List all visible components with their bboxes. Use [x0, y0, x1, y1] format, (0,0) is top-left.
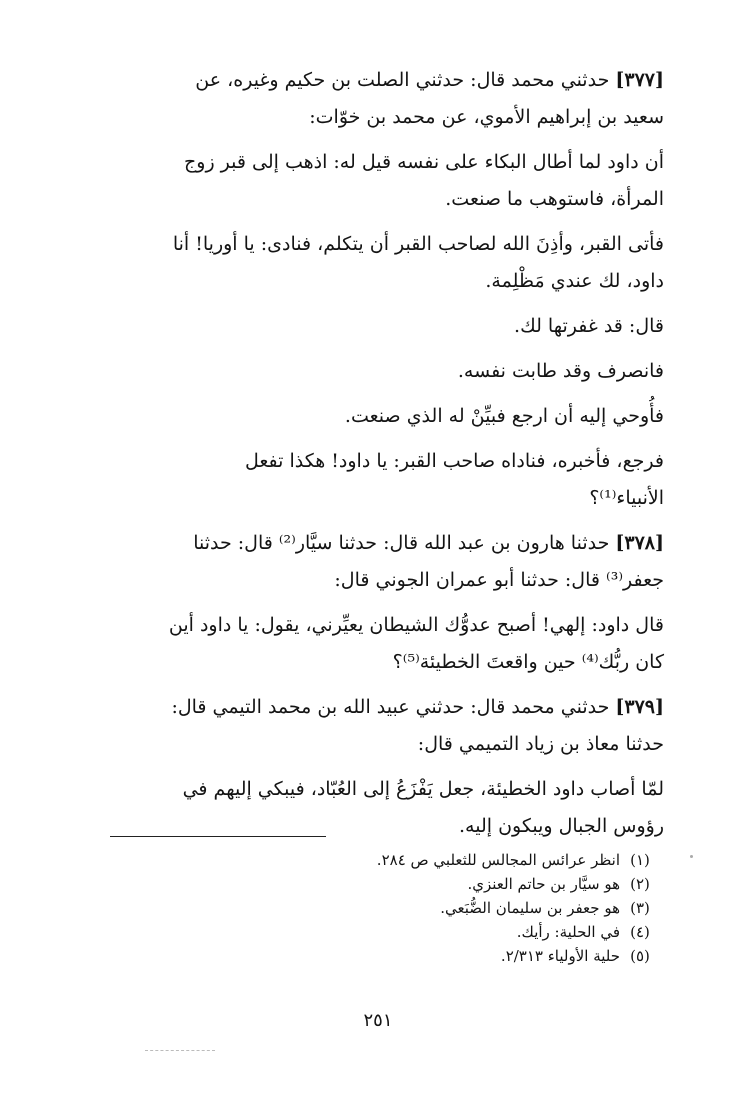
line-text: قال: قد غفرتها لك. — [514, 315, 664, 337]
text-line — [104, 62, 664, 99]
footnote-number: (٢) — [630, 875, 650, 893]
text-line — [104, 771, 664, 808]
footnotes — [180, 848, 660, 968]
footnote — [180, 944, 660, 968]
text-line — [104, 480, 664, 517]
text-line — [104, 607, 664, 644]
line-text: أن داود لما أطال البكاء على نفسه قيل له: اذهب إلى قبر زوج — [184, 151, 664, 173]
line-text: حدثنا معاذ بن زياد التميمي قال: — [417, 733, 664, 755]
paragraph — [104, 144, 664, 218]
line-text: حدثني محمد قال: حدثني الصلت بن حكيم وغيره، عن — [195, 69, 610, 91]
line-text: حدثني محمد قال: حدثني عبيد الله بن محمد التيمي قال: — [171, 696, 610, 718]
text-line — [104, 144, 664, 181]
text-line — [104, 263, 664, 300]
text-line — [104, 808, 664, 845]
footnote — [180, 872, 660, 896]
line-text: فأُوحي إليه أن ارجع فبيِّنْ له الذي صنعت. — [344, 405, 664, 427]
main-text — [104, 62, 664, 845]
footnote — [180, 920, 660, 944]
paragraph — [104, 353, 664, 390]
text-line — [104, 308, 664, 345]
text-line — [104, 525, 664, 562]
hadith-number: [٣٧٧] — [615, 69, 664, 91]
line-text: حدثنا هارون بن عبد الله قال: حدثنا سيَّار⁽²⁾ قال: حدثنا — [193, 532, 610, 554]
paragraph — [104, 308, 664, 345]
footnote-text: هو سيَّار بن حاتم العنزي. — [467, 875, 620, 893]
text-line — [104, 726, 664, 763]
footnote-number: (٥) — [630, 947, 650, 965]
page-number: ٢٥١ — [363, 1010, 393, 1031]
text-line — [104, 181, 664, 218]
text-line — [104, 644, 664, 681]
text-line — [104, 443, 664, 480]
line-text: رؤوس الجبال ويبكون إليه. — [459, 815, 664, 837]
paragraph — [104, 443, 664, 517]
footnote-number: (٤) — [630, 923, 650, 941]
paragraph — [104, 398, 664, 435]
hadith-number: [٣٧٩] — [615, 696, 664, 718]
footnote-text: انظر عرائس المجالس للثعلبي ص ٢٨٤. — [376, 851, 620, 869]
footnote-text: هو جعفر بن سليمان الضُّبَعي. — [440, 899, 620, 917]
text-line — [104, 226, 664, 263]
text-line — [104, 99, 664, 136]
line-text: داود، لك عندي مَظْلِمة. — [485, 270, 664, 292]
text-line — [104, 689, 664, 726]
paragraph — [104, 226, 664, 300]
paragraph — [104, 525, 664, 599]
footnote — [180, 896, 660, 920]
paragraph — [104, 607, 664, 681]
line-text: لمّا أصاب داود الخطيئة، جعل يَفْزَعُ إلى العُبّاد، فيبكي إليهم في — [182, 778, 664, 800]
line-text: سعيد بن إبراهيم الأموي، عن محمد بن خوّات: — [309, 106, 664, 128]
hadith-number: [٣٧٨] — [615, 532, 664, 554]
line-text: فأتى القبر، وأذِنَ الله لصاحب القبر أن يتكلم، فنادى: يا أوريا! أنا — [172, 233, 664, 255]
line-text: كان ربُّك⁽⁴⁾ حين واقعتَ الخطيئة⁽⁵⁾؟ — [392, 651, 664, 673]
line-text: الأنبياء⁽¹⁾؟ — [589, 487, 664, 509]
line-text: المرأة، فاستوهب ما صنعت. — [445, 188, 664, 210]
line-text: فانصرف وقد طابت نفسه. — [457, 360, 664, 382]
footnote-number: (١) — [630, 851, 650, 869]
scan-artifact-line — [145, 1050, 215, 1051]
footnote-text: في الحلية: رأيك. — [516, 923, 620, 941]
paragraph — [104, 62, 664, 136]
paragraph — [104, 689, 664, 763]
line-text: جعفر⁽³⁾ قال: حدثنا أبو عمران الجوني قال: — [334, 569, 664, 591]
footnote — [180, 848, 660, 872]
line-text: قال داود: إلهي! أصبح عدوُّك الشيطان يعيِّرني، يقول: يا داود أين — [168, 614, 664, 636]
footnote-text: حلية الأولياء ٢/٣١٣. — [500, 947, 620, 965]
text-line — [104, 398, 664, 435]
text-line — [104, 562, 664, 599]
paragraph — [104, 771, 664, 845]
scan-artifact-dot — [690, 855, 693, 858]
text-line — [104, 353, 664, 390]
footnote-number: (٣) — [630, 899, 650, 917]
line-text: فرجع، فأخبره، فناداه صاحب القبر: يا داود! هكذا تفعل — [244, 450, 664, 472]
footnote-divider — [110, 836, 326, 837]
